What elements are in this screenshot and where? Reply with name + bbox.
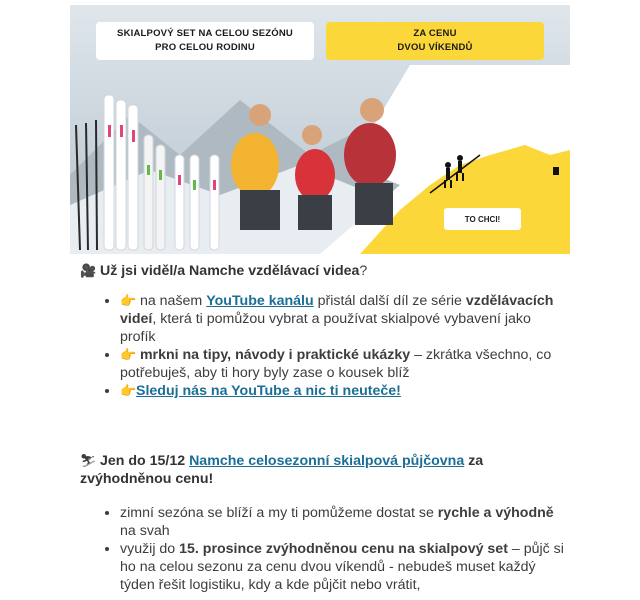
text-bold: Jen do 15/12 <box>96 453 190 469</box>
text-bold: mrkni na tipy, návody i praktické ukázky <box>136 347 411 363</box>
promo-pill-price <box>326 22 544 60</box>
list-item <box>120 382 570 400</box>
section-heading-videos-tail: ? <box>359 263 368 279</box>
text-fragment: – zkrátka všechno, co potřebuješ, aby ti hory byly zase o kousek blíž <box>120 347 552 381</box>
promo-pill-season-line2: PRO CELOU RODINU <box>155 42 255 53</box>
email-body <box>80 262 570 594</box>
text-fragment: – půjč si ho na celou sezonu za cenu dvou víkendů - nebudeš muset každý týden řešit logistiku, kdy a kde půjčit nebo vrátit, <box>120 541 564 593</box>
video-camera-icon: 🎥 <box>80 263 97 278</box>
cta-button[interactable]: TO CHCI! <box>444 208 521 230</box>
videos-list <box>80 292 570 400</box>
text-fragment: na našem <box>136 293 207 309</box>
text-bold: rychle a výhodně <box>437 505 554 521</box>
text-fragment: využij do <box>120 541 180 557</box>
section-heading-rental <box>80 452 570 488</box>
pointing-hand-icon: 👉 <box>120 347 137 362</box>
text-bold: vzdělávacích videí <box>120 293 554 327</box>
skier-icon: ⛷ <box>80 453 97 468</box>
people-group <box>231 98 396 230</box>
list-item <box>120 292 570 346</box>
promo-pill-season-line1: SKIALPOVÝ SET NA CELOU SEZÓNU <box>117 28 293 39</box>
list-item <box>120 504 570 540</box>
section-heading-videos-text: Už jsi viděl/a Namche vzdělávací videa <box>99 263 360 279</box>
pointing-hand-icon: 👉 <box>120 293 137 308</box>
promo-pill-season <box>96 22 314 60</box>
text-fragment: přistál další díl ze série <box>313 293 466 309</box>
text-bold: za <box>464 453 484 469</box>
text-bold: zvýhodněnou cenu! <box>80 471 214 487</box>
promo-pill-price-line2: DVOU VÍKENDŮ <box>397 42 473 53</box>
list-item <box>120 346 570 382</box>
section-heading-videos <box>80 262 570 280</box>
youtube-channel-link[interactable]: YouTube kanálu <box>206 293 314 309</box>
text-bold: 15. prosince zvýhodněnou cenu na skialpový set <box>179 541 508 557</box>
rental-list <box>80 504 570 594</box>
promo-banner[interactable] <box>70 5 570 254</box>
list-item <box>120 540 570 594</box>
pointing-hand-icon: 👉 <box>120 383 137 398</box>
text-fragment: zimní sezóna se blíží a my ti pomůžeme dostat se <box>120 505 438 521</box>
promo-pill-price-line1: ZA CENU <box>413 28 457 39</box>
rental-link[interactable]: Namche celosezonní skialpová půjčovna <box>189 453 465 469</box>
text-fragment: , která ti pomůžou vybrat a používat skialpové vybavení jako profík <box>120 311 531 345</box>
follow-youtube-link[interactable]: Sleduj nás na YouTube a nic ti neuteče! <box>136 383 401 399</box>
text-fragment: na svah <box>120 523 170 539</box>
